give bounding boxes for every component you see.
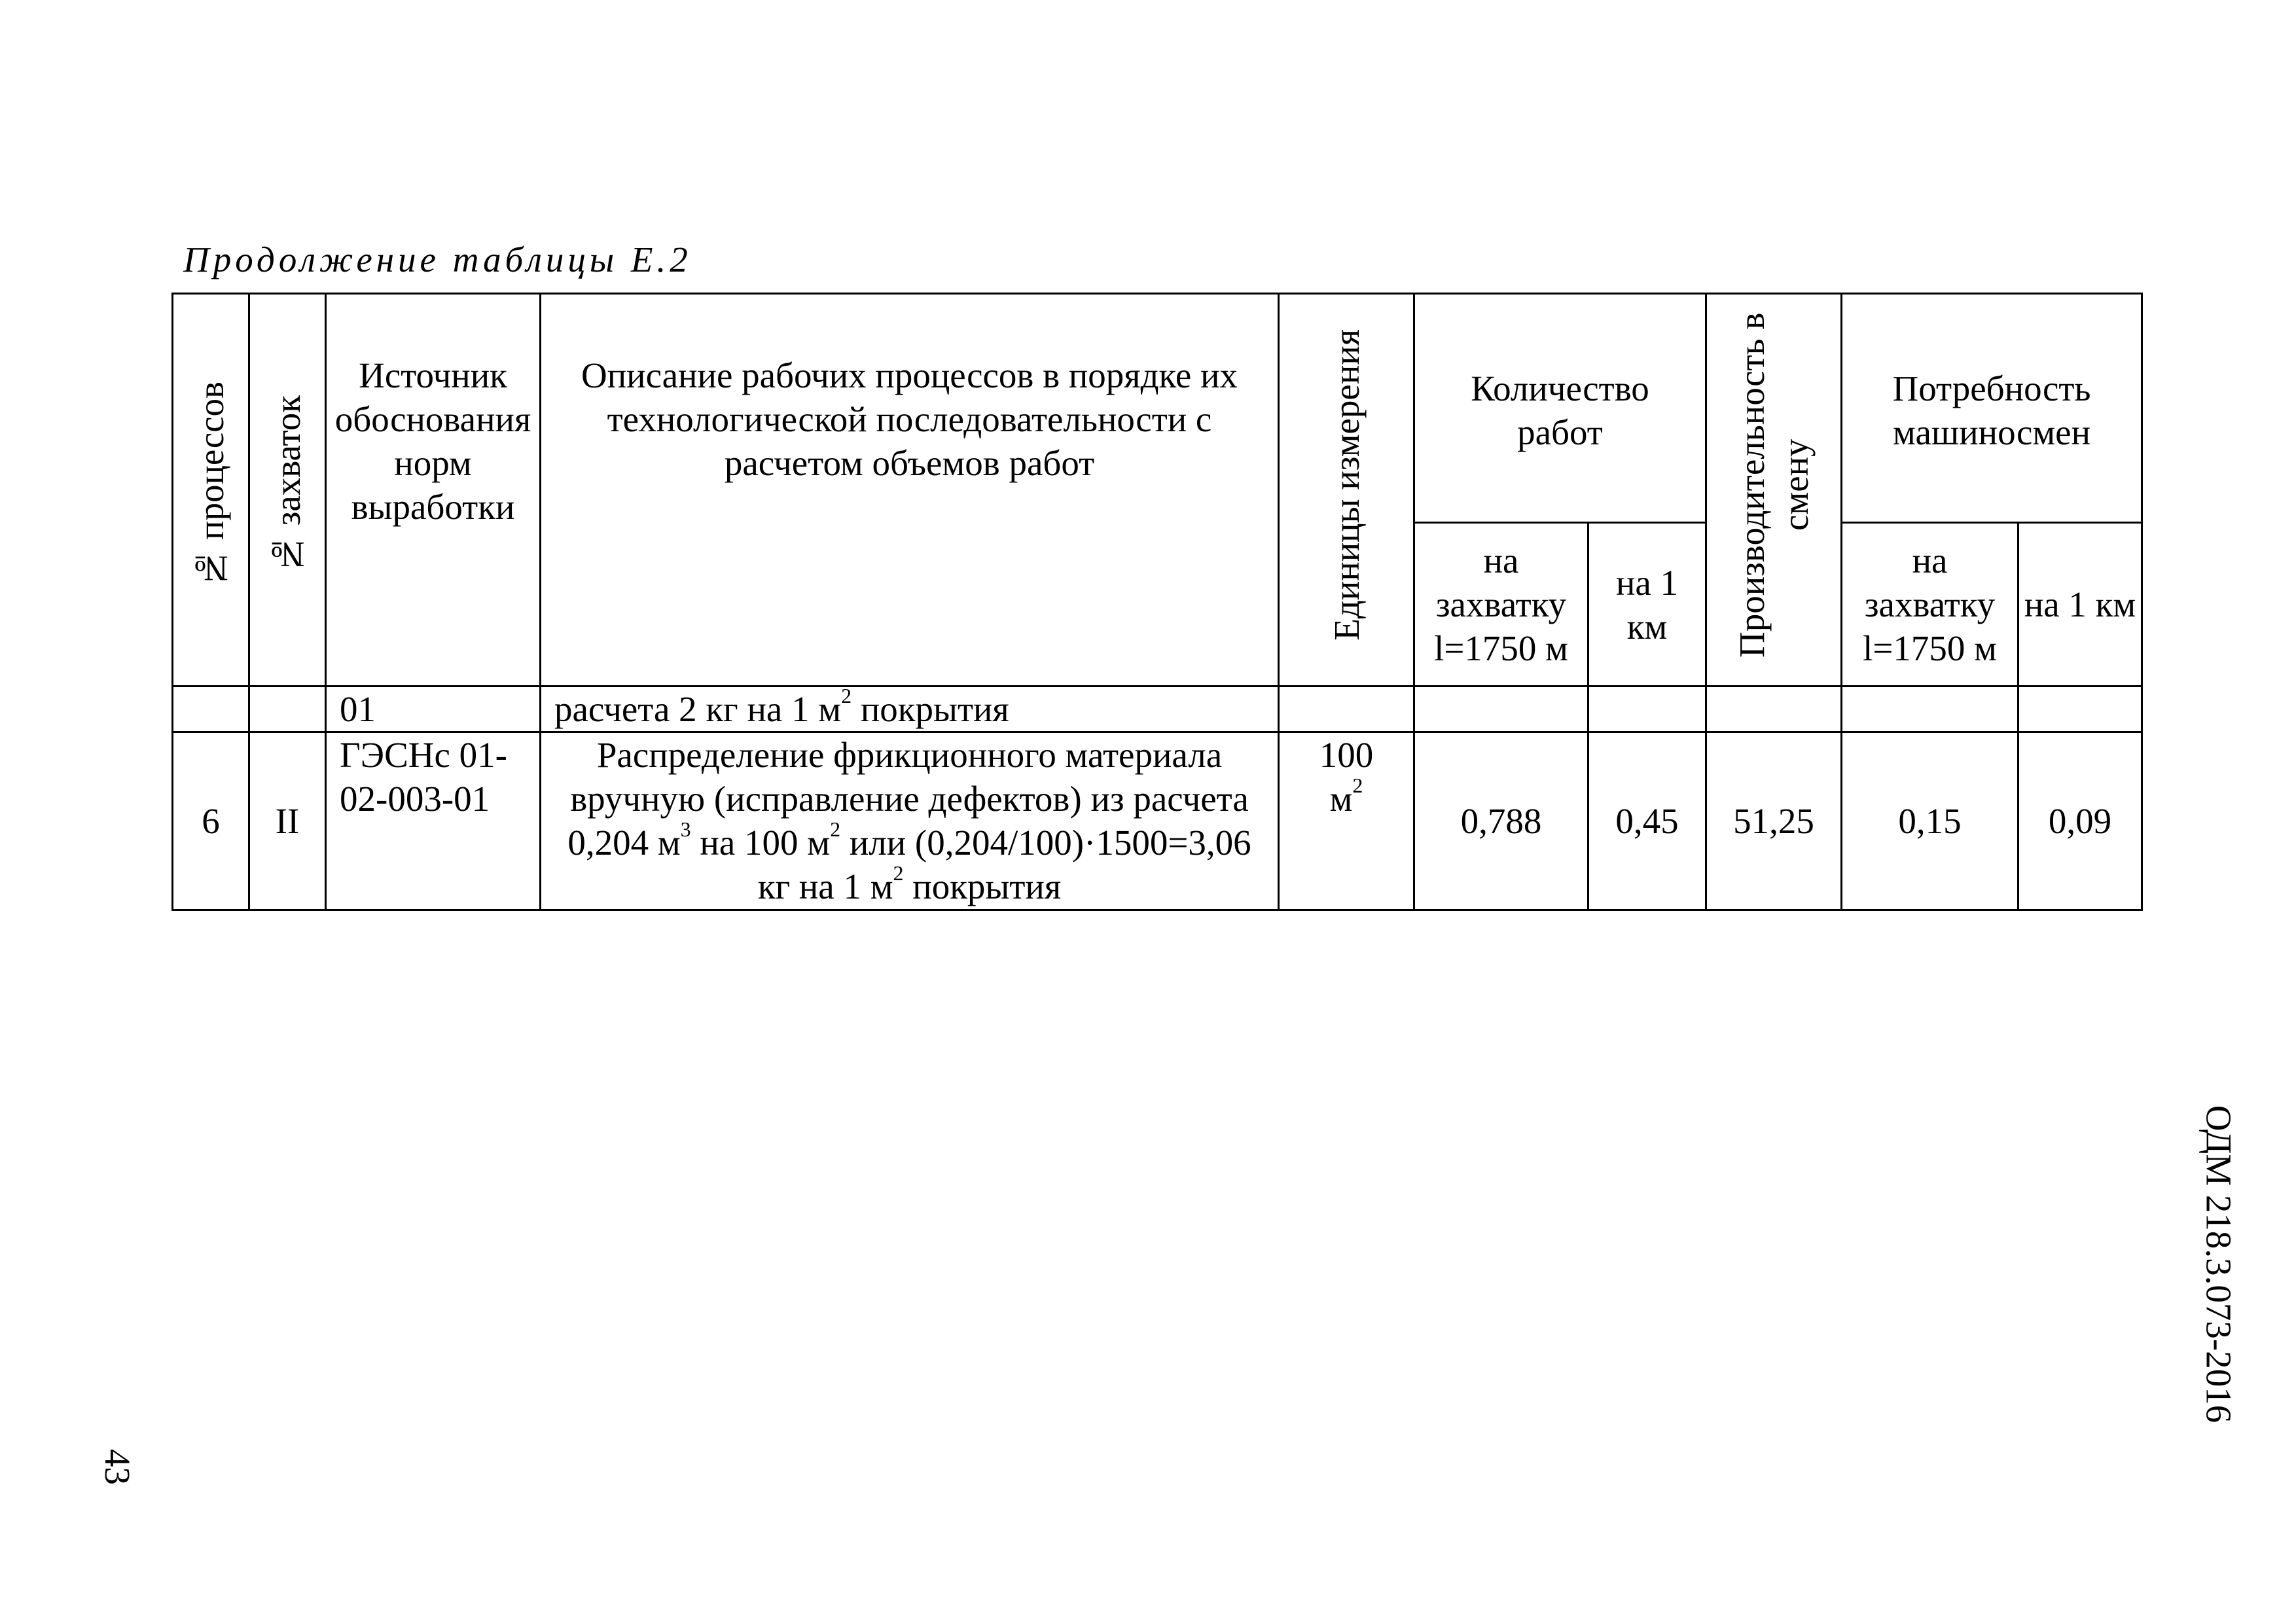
page-number: 43 bbox=[98, 1449, 137, 1485]
cell-grip-no: II bbox=[249, 732, 326, 910]
document-code: ОДМ 218.3.073-2016 bbox=[2198, 1105, 2239, 1423]
table-row bbox=[173, 732, 2142, 910]
cell-units: 100 $м^2$ bbox=[1279, 732, 1414, 910]
cell-quantity-grip bbox=[1414, 687, 1588, 732]
cell-description: Распределение фрикционного материала вручную (исправление дефектов) из расчета 0,204 $м^3$ на 100 $м^2$ или (0,204/100)·1500=3,06 кг на 1 $м^2$ покрытия bbox=[541, 732, 1279, 910]
header-row bbox=[173, 294, 2142, 523]
header-source: Источник обоснования норм выработки bbox=[326, 294, 541, 687]
header-process-no: № процессов bbox=[173, 294, 249, 687]
cell-quantity-km bbox=[1588, 687, 1706, 732]
header-productivity: Производительность в смену bbox=[1706, 294, 1842, 687]
table-row bbox=[173, 687, 2142, 732]
header-quantity-grip: на захватку l=1750 м bbox=[1414, 523, 1588, 687]
cell-units bbox=[1279, 687, 1414, 732]
cell-source: 01 bbox=[326, 687, 541, 732]
cell-grip-no bbox=[249, 687, 326, 732]
header-demand-grip: на захватку l=1750 м bbox=[1842, 523, 2018, 687]
cell-demand-km: 0,09 bbox=[2018, 732, 2142, 910]
cell-demand-km bbox=[2018, 687, 2142, 732]
cell-quantity-grip: 0,788 bbox=[1414, 732, 1588, 910]
table-caption: Продолжение таблицы Е.2 bbox=[183, 240, 692, 279]
cell-source: ГЭСНс 01-02-003-01 bbox=[326, 732, 541, 910]
header-units: Единицы измерения bbox=[1279, 294, 1414, 687]
header-description: Описание рабочих процессов в порядке их технологической последовательности с расчетом объемов работ bbox=[541, 294, 1279, 687]
header-grip-no: № захваток bbox=[249, 294, 326, 687]
header-demand-km: на 1 км bbox=[2018, 523, 2142, 687]
header-demand: Потребность машиносмен bbox=[1842, 294, 2142, 523]
cell-description: расчета 2 кг на 1 $м^2$ покрытия bbox=[541, 687, 1279, 732]
cell-process-no bbox=[173, 687, 249, 732]
header-quantity-km: на 1 км bbox=[1588, 523, 1706, 687]
cell-demand-grip: 0,15 bbox=[1842, 732, 2018, 910]
cell-quantity-km: 0,45 bbox=[1588, 732, 1706, 910]
cell-productivity bbox=[1706, 687, 1842, 732]
cell-productivity: 51,25 bbox=[1706, 732, 1842, 910]
header-quantity: Количество работ bbox=[1414, 294, 1706, 523]
work-processes-table bbox=[171, 293, 2143, 911]
cell-process-no: 6 bbox=[173, 732, 249, 910]
cell-demand-grip bbox=[1842, 687, 2018, 732]
